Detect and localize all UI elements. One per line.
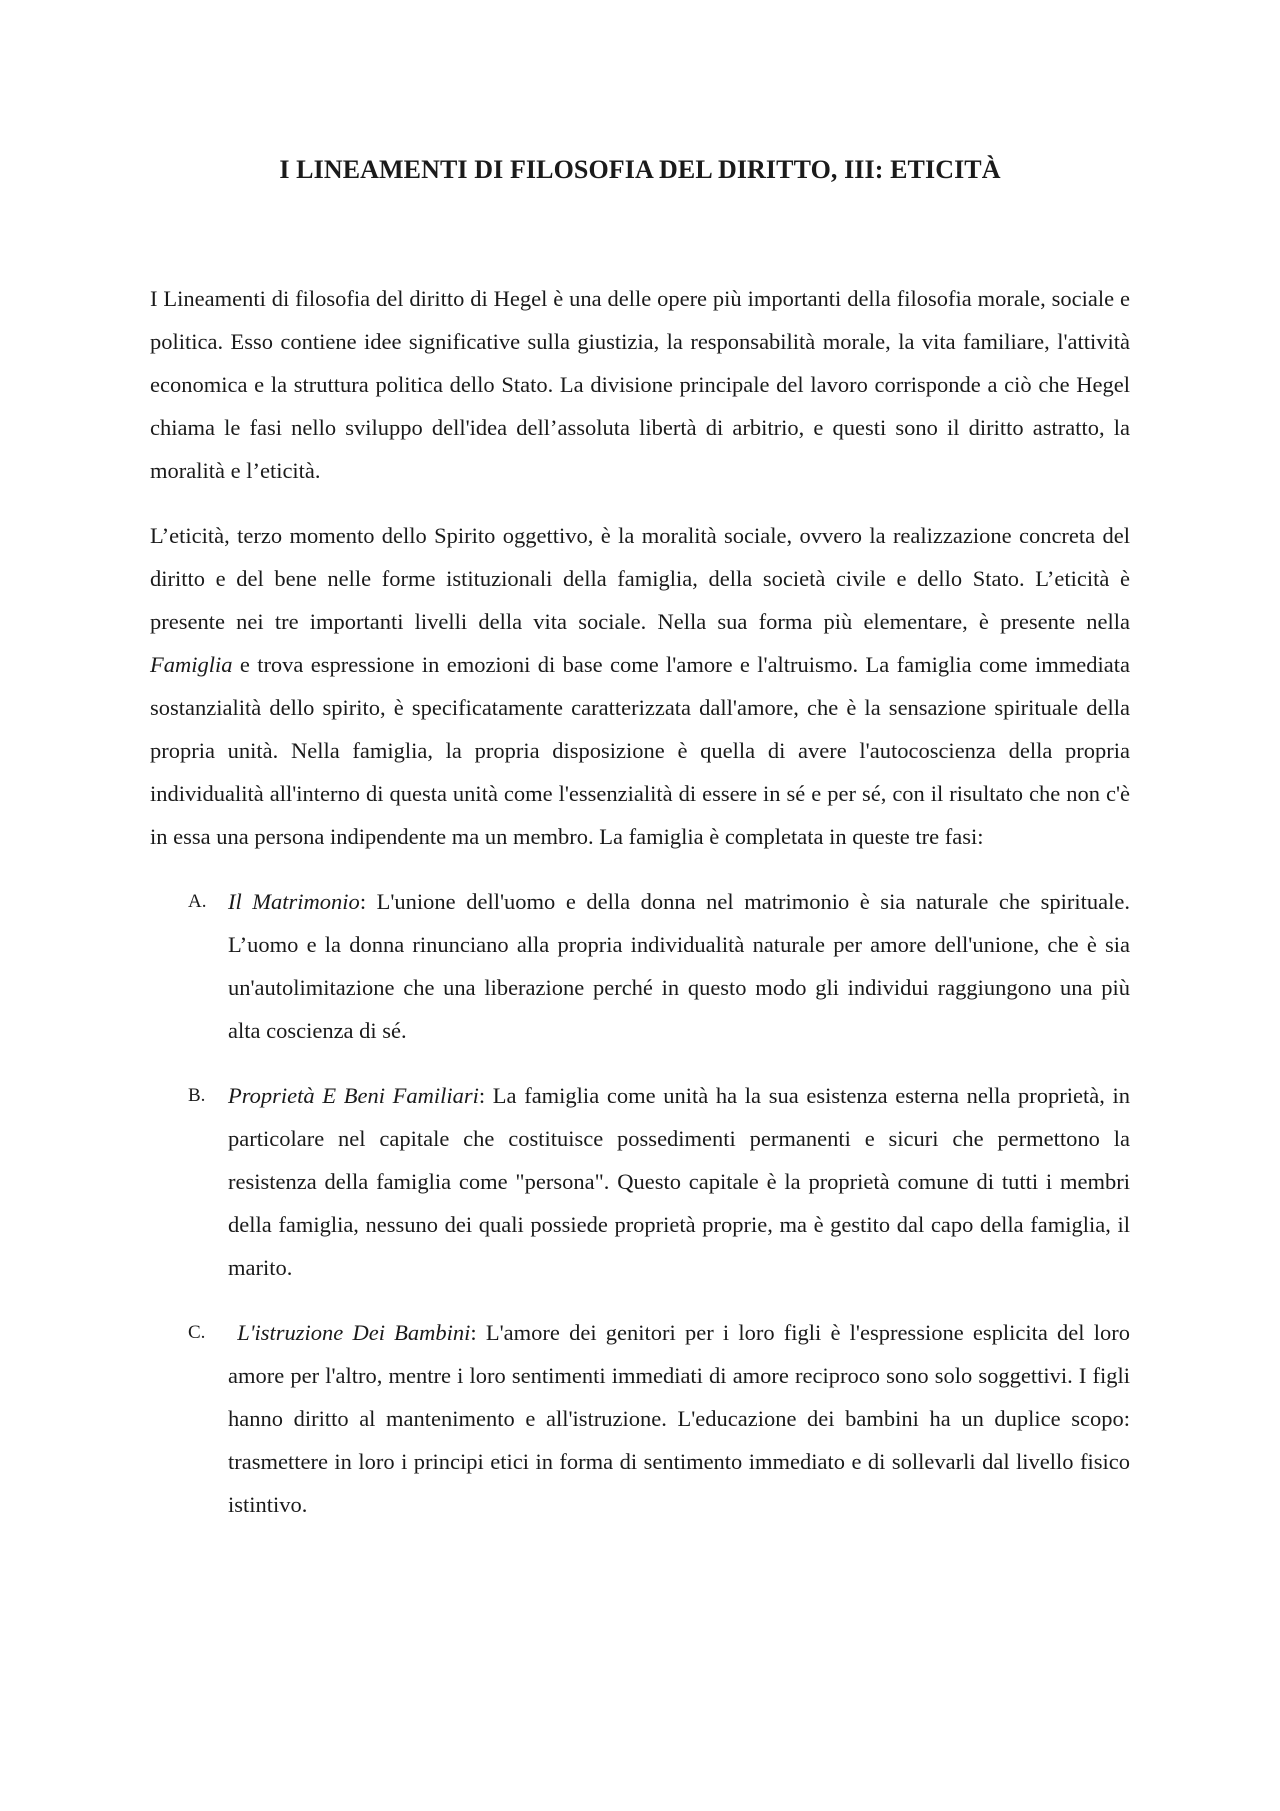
- list-marker: C.: [188, 1322, 206, 1343]
- paragraph-eticita-text-end: e trova espressione in emozioni di base come l'amore e l'altruismo. La famiglia come immediata sostanzialità dello spirito, è specificatamente caratterizzata dall'amore, che è la sensazione spirituale della propria unità. Nella famiglia, la propria disposizione è quella di avere l'autocoscienza della propria individualità all'interno di questa unità come l'essenzialità di essere in sé e per sé, con il risultato che non c'è in essa una persona indipendente ma un membro. La famiglia è completata in queste tre fasi:: [150, 652, 1130, 849]
- list-item-text: : L'unione dell'uomo e della donna nel matrimonio è sia naturale che spirituale. L’uomo e la donna rinunciano alla propria individualità naturale per amore dell'unione, che è sia un'autolimitazione che una liberazione perché in questo modo gli individui raggiungono una più alta coscienza di sé.: [228, 889, 1131, 1043]
- document-body: [150, 277, 1130, 1548]
- list-marker: B.: [188, 1085, 206, 1106]
- family-phases-list: [150, 880, 1130, 1526]
- list-item-term: Il Matrimonio: [228, 889, 360, 914]
- paragraph-intro: I Lineamenti di filosofia del diritto di Hegel è una delle opere più importanti della filosofia morale, sociale e politica. Esso contiene idee significative sulla giustizia, la responsabilità morale, la vita familiare, l'attività economica e la struttura politica dello Stato. La divisione principale del lavoro corrisponde a ciò che Hegel chiama le fasi nello sviluppo dell'idea dell’assoluta libertà di arbitrio, e questi sono il diritto astratto, la moralità e l’eticità.: [150, 286, 1130, 483]
- list-item-istruzione: [150, 1311, 1130, 1526]
- document-title: I LINEAMENTI DI FILOSOFIA DEL DIRITTO, III: ETICITÀ: [279, 155, 1001, 184]
- list-item-text: : L'amore dei genitori per i loro figli è l'espressione esplicita del loro amore per l'altro, mentre i loro sentimenti immediati di amore reciproco sono solo soggettivi. I figli hanno diritto al mantenimento e all'istruzione. L'educazione dei bambini ha un duplice scopo: trasmettere in loro i principi etici in forma di sentimento immediato e di sollevarli dal livello fisico istintivo.: [228, 1320, 1130, 1517]
- list-item-matrimonio: [150, 880, 1130, 1052]
- list-item-proprieta: [150, 1074, 1130, 1289]
- list-item-term: L'istruzione Dei Bambini: [228, 1320, 471, 1345]
- list-marker: A.: [188, 891, 207, 912]
- paragraph-eticita-text-start: L’eticità, terzo momento dello Spirito oggettivo, è la moralità sociale, ovvero la realizzazione concreta del diritto e del bene nelle forme istituzionali della famiglia, della società civile e dello Stato. L’eticità è presente nei tre importanti livelli della vita sociale. Nella sua forma più elementare, è presente nella: [150, 523, 1130, 634]
- list-item-term: Proprietà E Beni Familiari: [228, 1083, 479, 1108]
- famiglia-emphasis: Famiglia: [150, 652, 233, 677]
- paragraph-eticita: [150, 514, 1130, 858]
- list-item-text: : La famiglia come unità ha la sua esistenza esterna nella proprietà, in particolare nel capitale che costituisce possedimenti permanenti e sicuri che permettono la resistenza della famiglia come "persona". Questo capitale è la proprietà comune di tutti i membri della famiglia, nessuno dei quali possiede proprietà proprie, ma è gestito dal capo della famiglia, il marito.: [228, 1083, 1130, 1280]
